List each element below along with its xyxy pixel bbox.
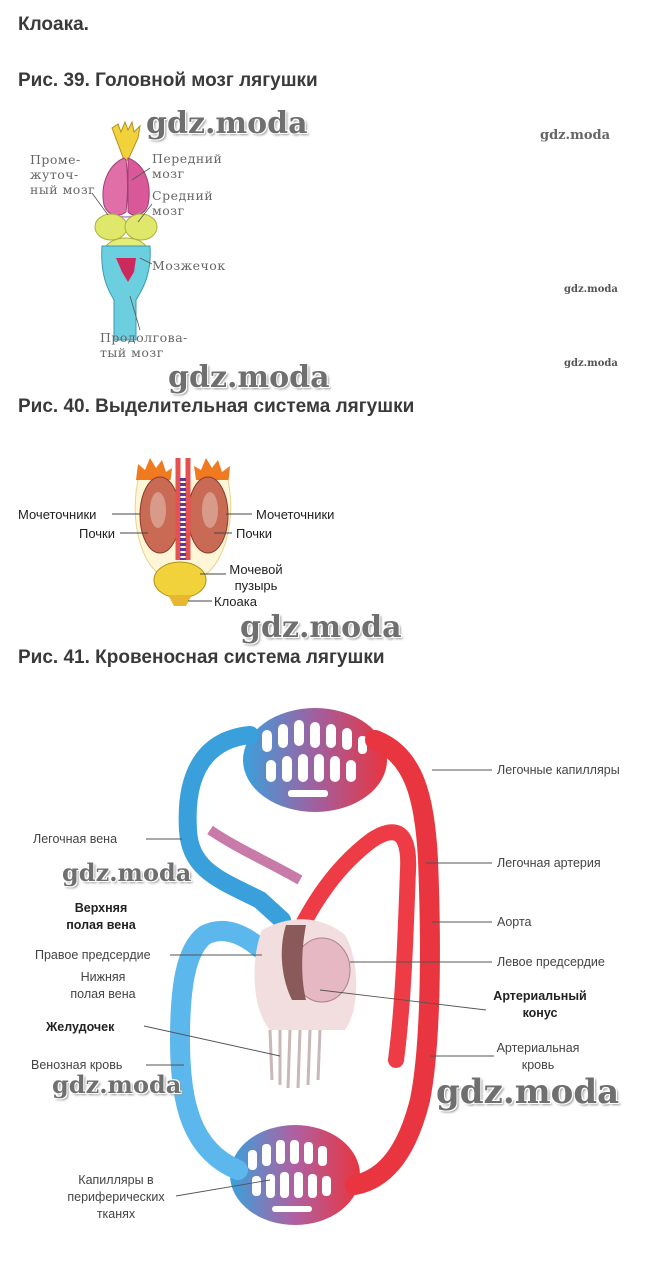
label-intermediate-brain: Проме- жуточ- ный мозг <box>30 152 96 197</box>
watermark-logo: gdz.moda <box>564 358 618 369</box>
watermark-logo: gdz.moda <box>436 1072 620 1112</box>
label-medulla: Продолгова- тый мозг <box>100 330 188 360</box>
label-forebrain: Передний мозг <box>152 151 223 181</box>
watermark-logo: gdz.moda <box>62 858 192 887</box>
watermark-logo: gdz.moda <box>564 284 618 295</box>
label-venous-blood: Венозная кровь <box>31 1058 123 1072</box>
label-aorta: Аорта <box>497 915 532 929</box>
watermark-logo: gdz.moda <box>52 1070 182 1099</box>
fig41-title: Рис. 41. Кровеносная система лягушки <box>18 647 385 668</box>
label-superior-vena-cava: Верхняя полая вена <box>66 901 136 932</box>
label-pulmonary-artery: Легочная артерия <box>497 856 601 870</box>
label-pulmonary-capillaries: Легочные капилляры <box>497 763 620 777</box>
watermark-logo: gdz.moda <box>240 610 402 645</box>
label-kidneys-right: Почки <box>236 526 273 541</box>
label-arterial-blood: Артериальная кровь <box>496 1041 580 1072</box>
label-ureters-right: Мочеточники <box>256 507 335 522</box>
label-right-atrium: Правое предсердие <box>35 948 151 962</box>
fig39-title: Рис. 39. Головной мозг лягушки <box>18 70 318 91</box>
label-ureters-left: Мочеточники <box>18 507 97 522</box>
label-ventricle: Желудочек <box>46 1020 115 1034</box>
watermark-logo: gdz.moda <box>168 360 330 395</box>
label-peripheral-capillaries: Капилляры в периферических тканях <box>67 1173 165 1221</box>
watermark-logo: gdz.moda <box>146 106 308 141</box>
label-bladder: Мочевой пузырь <box>229 562 283 593</box>
section-title: Клоака. <box>18 14 89 35</box>
label-kidneys-left: Почки <box>79 526 116 541</box>
label-cloaca: Клоака <box>214 594 257 609</box>
label-arterial-cone: Артериальный конус <box>493 989 587 1020</box>
label-pulmonary-vein: Легочная вена <box>33 832 118 846</box>
label-inferior-vena-cava: Нижняя полая вена <box>70 970 136 1001</box>
label-midbrain: Средний мозг <box>152 188 214 218</box>
label-left-atrium: Левое предсердие <box>497 955 605 969</box>
watermark-logo: gdz.moda <box>540 128 611 143</box>
fig40-title: Рис. 40. Выделительная система лягушки <box>18 396 415 417</box>
label-cerebellum: Мозжечок <box>152 258 226 273</box>
